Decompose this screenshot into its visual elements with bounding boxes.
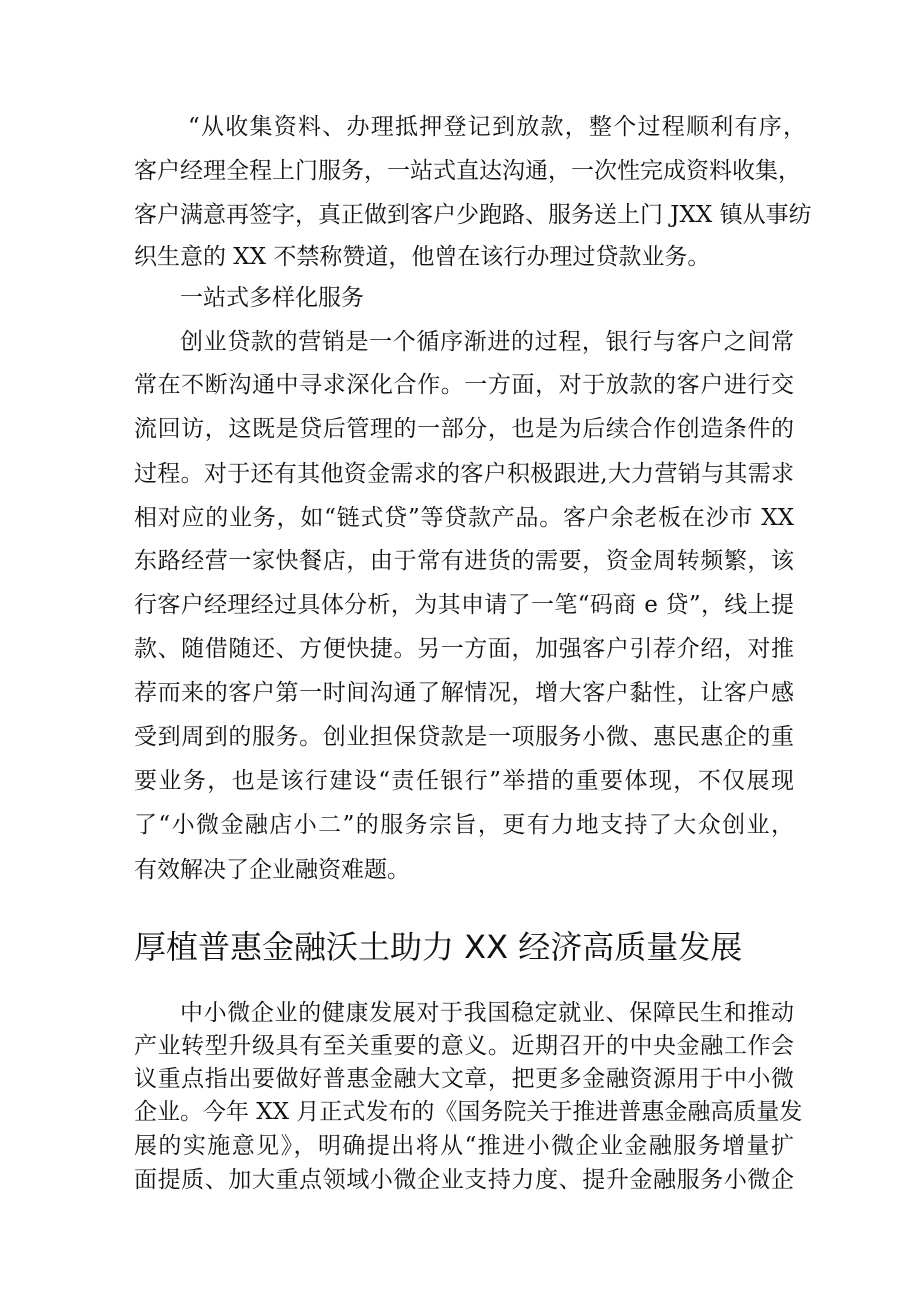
paragraph-line: 中小微企业的健康发展对于我国稳定就业、保障民生和推动: [180, 1000, 794, 1026]
paragraph-line: 展的实施意见》，明确提出将从“推进小微企业金融服务增量扩: [134, 1133, 794, 1159]
paragraph-line: 议重点指出要做好普惠金融大文章，把更多金融资源用于中小微: [134, 1066, 794, 1092]
section-heading: 厚植普惠金融沃土助力 XX 经济高质量发展: [134, 928, 743, 966]
paragraph-line: 行客户经理经过具体分析，为其申请了一笔“码商 e 贷”，线上提: [134, 592, 794, 618]
paragraph-line: 有效解决了企业融资难题。: [134, 857, 410, 883]
paragraph-line: 面提质、加大重点领域小微企业支持力度、提升金融服务小微企: [134, 1167, 794, 1193]
paragraph-line: 常在不断沟通中寻求深化合作。一方面，对于放款的客户进行交: [134, 372, 794, 398]
paragraph-line: 客户经理全程上门服务，一站式直达沟通，一次性完成资料收集，: [134, 158, 801, 184]
paragraph-line: 了“小微金融店小二”的服务宗旨，更有力地支持了大众创业，: [134, 812, 794, 838]
paragraph-line: 受到周到的服务。创业担保贷款是一项服务小微、惠民惠企的重: [134, 724, 794, 750]
paragraph-line: 织生意的 XX 不禁称赞道，他曾在该行办理过贷款业务。: [134, 244, 711, 270]
paragraph-line: 企业。今年 XX 月正式发布的《国务院关于推进普惠金融高质量发: [134, 1099, 803, 1125]
paragraph-line: 要业务，也是该行建设“责任银行”举措的重要体现，不仅展现: [134, 768, 794, 794]
subheading: 一站式多样化服务: [180, 285, 364, 311]
paragraph-line: 流回访，这既是贷后管理的一部分，也是为后续合作创造条件的: [134, 416, 794, 442]
paragraph-line: 东路经营一家快餐店，由于常有进货的需要，资金周转频繁，该: [134, 548, 794, 574]
paragraph-line: 款、随借随还、方便快捷。另一方面，加强客户引荐介绍，对推: [134, 636, 794, 662]
paragraph-line: 创业贷款的营销是一个循序渐进的过程，银行与客户之间常: [180, 329, 794, 355]
paragraph-line: 过程。对于还有其他资金需求的客户积极跟进,大力营销与其需求: [134, 461, 794, 487]
paragraph-line: 客户满意再签字，真正做到客户少跑路、服务送上门 JXX 镇从事纺: [134, 202, 812, 228]
paragraph-line: 相对应的业务，如“链式贷”等贷款产品。客户余老板在沙市 XX: [134, 505, 794, 531]
paragraph-line: “从收集资料、办理抵押登记到放款，整个过程顺利有序，: [188, 114, 806, 140]
paragraph-line: 荐而来的客户第一时间沟通了解情况，增大客户黏性，让客户感: [134, 680, 794, 706]
paragraph-line: 产业转型升级具有至关重要的意义。近期召开的中央金融工作会: [134, 1033, 794, 1059]
